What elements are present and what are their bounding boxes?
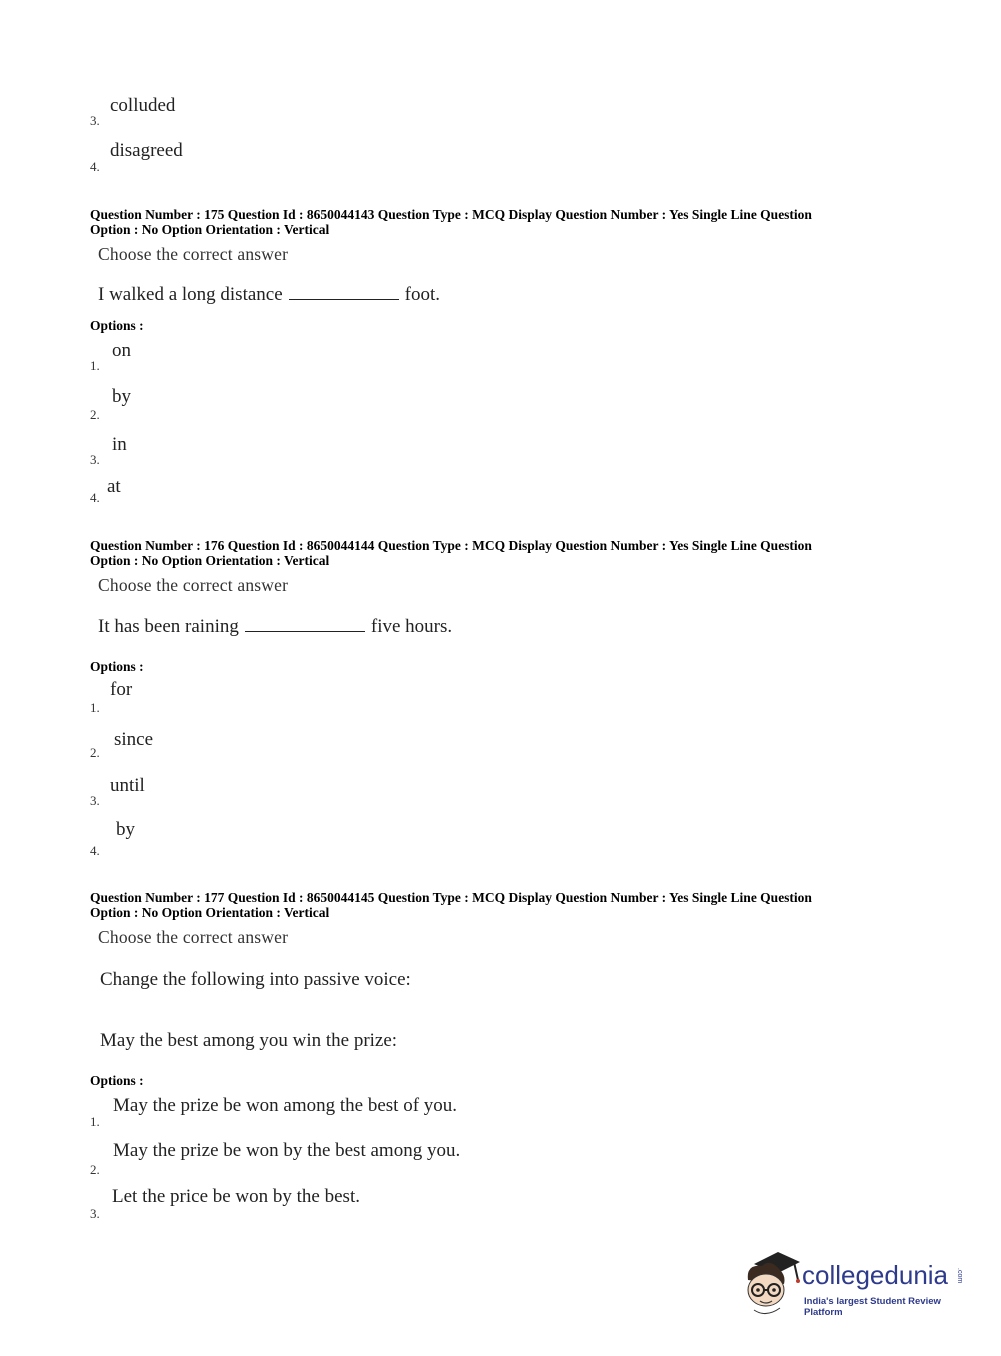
sentence-before-blank: I walked a long distance [98,284,283,305]
sentence-after-blank: foot. [404,284,441,305]
question-176-sentence [98,616,452,638]
student-mascot-icon [740,1250,802,1316]
option-number: 1. [90,358,100,373]
question-177-sentence: May the best among you win the prize: [100,1030,398,1051]
answer-blank [245,630,365,632]
option-number: 4. [90,159,100,174]
option-text: at [107,476,121,497]
option-number: 4. [90,843,100,858]
question-instruction: Choose the correct answer [98,927,289,947]
question-177-meta [90,890,812,920]
option-text: on [112,340,131,361]
logo-wordmark: collegedunia [802,1260,949,1290]
question-meta-line: Option : No Option Orientation : Vertical [90,905,330,920]
question-175-meta [90,207,812,237]
option-number: 3. [90,1206,100,1221]
question-meta-line: Option : No Option Orientation : Vertical [90,222,330,237]
options-label: Options : [90,1073,144,1088]
question-instruction: Choose the correct answer [98,575,289,595]
option-number: 2. [90,407,100,422]
question-177-prompt: Change the following into passive voice: [100,969,411,990]
option-text: May the prize be won by the best among you. [113,1140,461,1161]
option-text: colluded [110,95,176,116]
collegedunia-logo [740,1250,970,1320]
option-text: in [112,434,127,455]
question-176-meta [90,538,812,568]
option-number: 3. [90,113,100,128]
option-number: 3. [90,452,100,467]
question-meta-line: Question Number : 176 Question Id : 8650044144 Question Type : MCQ Display Question Number : Yes Single Line Question [90,538,812,553]
logo-domain-suffix: .com [956,1268,963,1284]
options-label: Options : [90,659,144,674]
option-text: May the prize be won among the best of you. [113,1095,458,1116]
option-text: by [112,386,131,407]
logo-tagline: India's largest Student Review Platform [804,1296,941,1318]
option-number: 3. [90,793,100,808]
question-meta-line: Option : No Option Orientation : Vertical [90,553,330,568]
option-number: 4. [90,490,100,505]
option-number: 1. [90,1114,100,1129]
answer-blank [289,298,399,300]
question-meta-line: Question Number : 177 Question Id : 8650044145 Question Type : MCQ Display Question Number : Yes Single Line Question [90,890,812,905]
option-text: for [110,679,133,700]
option-number: 2. [90,745,100,760]
option-text: by [116,819,135,840]
sentence-before-blank: It has been raining [98,616,239,637]
option-text: disagreed [110,140,183,161]
option-text: Let the price be won by the best. [112,1186,360,1207]
sentence-after-blank: five hours. [370,616,453,637]
question-175-sentence [98,284,440,306]
question-meta-line: Question Number : 175 Question Id : 8650044143 Question Type : MCQ Display Question Number : Yes Single Line Question [90,207,812,222]
options-label: Options : [90,318,144,333]
question-instruction: Choose the correct answer [98,244,289,264]
option-text: until [110,775,145,796]
option-number: 2. [90,1162,100,1177]
option-text: since [114,729,154,750]
option-number: 1. [90,700,100,715]
